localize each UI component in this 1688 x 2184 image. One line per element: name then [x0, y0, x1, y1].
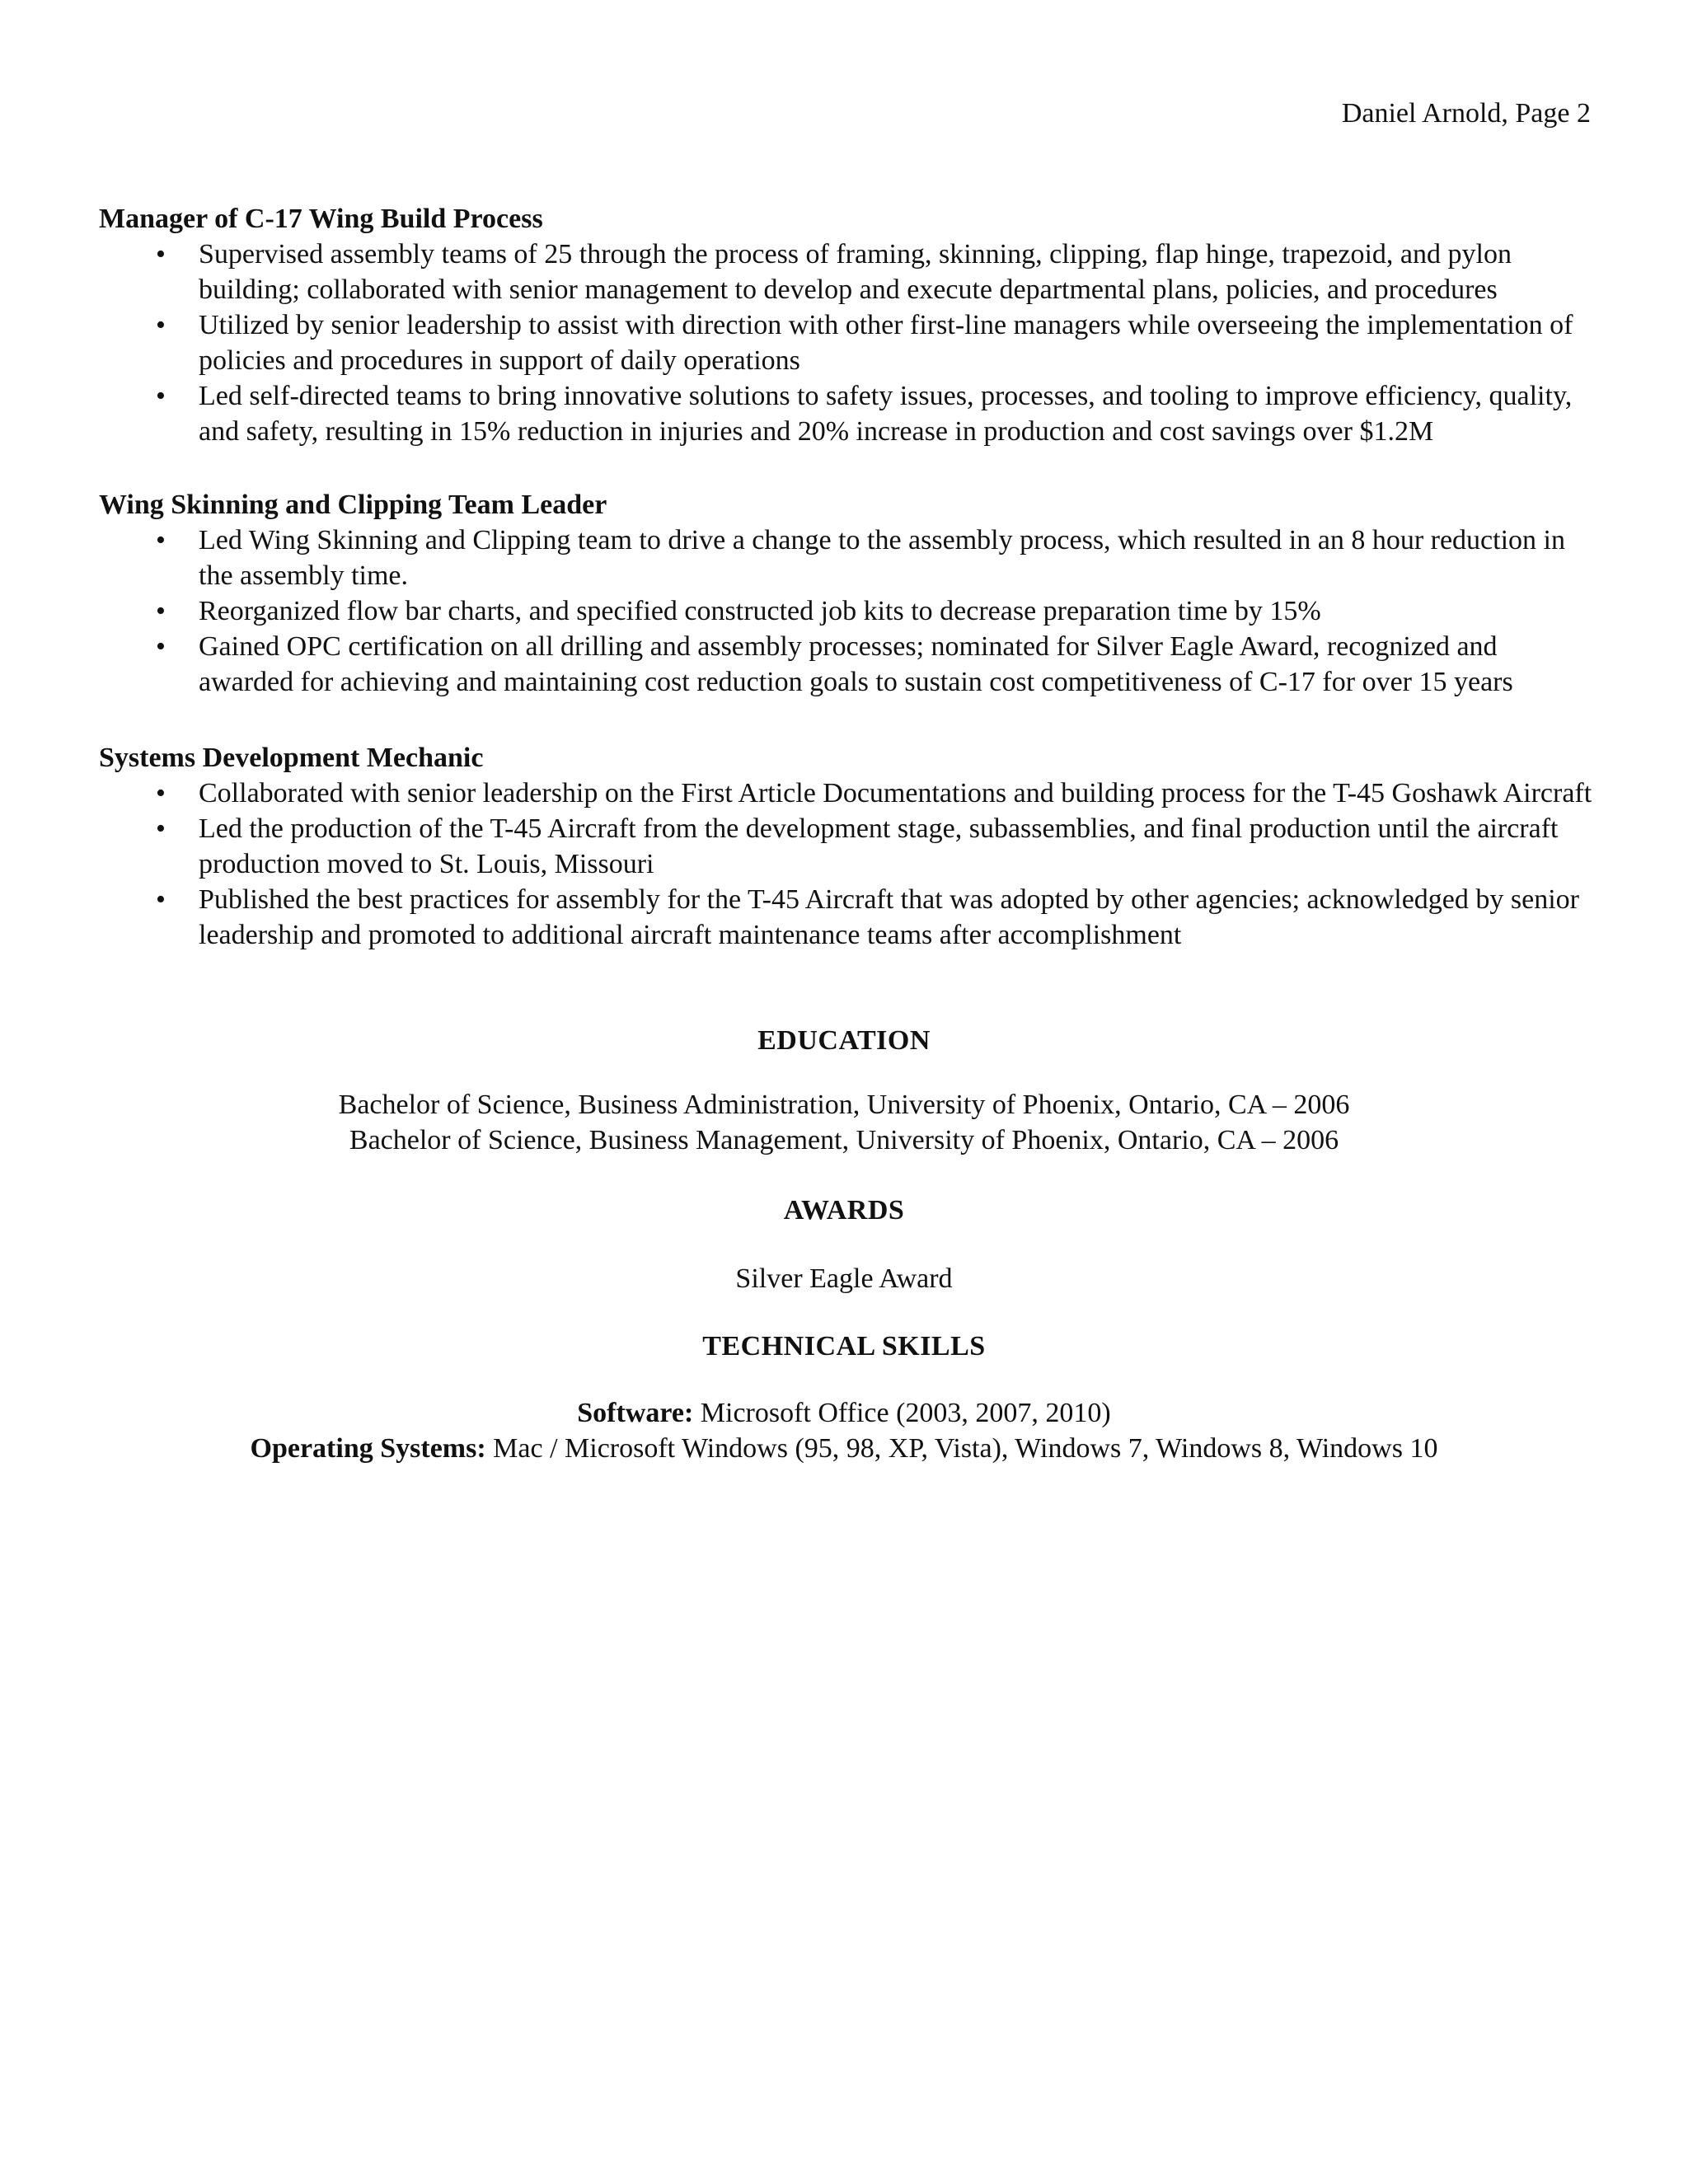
bullet-icon: • [156, 778, 166, 808]
technical-skills-section [0, 1329, 1688, 1466]
bullet-icon: • [156, 813, 166, 844]
bullet-icon: • [156, 884, 166, 915]
bullet-icon: • [156, 239, 166, 269]
job-bullet-list [99, 237, 1599, 449]
job-bullet-text: Utilized by senior leadership to assist with direction with other first-line managers while overseeing the implementation of policies and procedures in support of daily operations [199, 310, 1573, 376]
awards-list [0, 1261, 1688, 1296]
job-entry [99, 487, 1599, 700]
running-head: Daniel Arnold, Page 2 [1341, 98, 1591, 129]
job-bullet-text: Published the best practices for assembly for the T-45 Aircraft that was adopted by other agencies; acknowledged by senior leadership and promoted to additional aircraft maintenance teams after accomplishment [199, 884, 1579, 950]
job-bullet [99, 237, 1599, 307]
job-entry [99, 740, 1599, 953]
education-heading: EDUCATION [757, 1025, 931, 1056]
bullet-icon: • [156, 381, 166, 411]
award-line: Silver Eagle Award [735, 1263, 953, 1294]
education-list [0, 1087, 1688, 1158]
awards-section [0, 1193, 1688, 1296]
job-bullet [99, 593, 1599, 629]
operating-systems-line [0, 1431, 1688, 1466]
software-line [0, 1395, 1688, 1431]
job-bullet [99, 629, 1599, 700]
job-bullet [99, 882, 1599, 953]
technical-skills-list [0, 1395, 1688, 1466]
job-bullet [99, 307, 1599, 378]
job-bullet-list [99, 776, 1599, 953]
job-bullet-text: Supervised assembly teams of 25 through the process of framing, skinning, clipping, flap hinge, trapezoid, and pylon building; collaborated with senior management to develop and execute departmental plans, policies, and procedures [199, 239, 1512, 305]
job-title: Manager of C-17 Wing Build Process [99, 204, 543, 234]
software-value: Microsoft Office (2003, 2007, 2010) [700, 1398, 1111, 1428]
technical-skills-heading: TECHNICAL SKILLS [702, 1331, 986, 1361]
software-label: Software: [577, 1398, 694, 1428]
bullet-icon: • [156, 525, 166, 555]
job-title: Systems Development Mechanic [99, 743, 484, 773]
job-bullet-text: Led self-directed teams to bring innovative solutions to safety issues, processes, and tooling to improve efficiency, quality, and safety, resulting in 15% reduction in injuries and 20% increase in production and cost savings over $1.2M [199, 381, 1573, 447]
job-bullet-text: Gained OPC certification on all drilling and assembly processes; nominated for Silver Eagle Award, recognized and awarded for achieving and maintaining cost reduction goals to sustain cost competitiveness of C-17 for over 15 years [199, 631, 1513, 697]
operating-systems-value: Mac / Microsoft Windows (95, 98, XP, Vista), Windows 7, Windows 8, Windows 10 [493, 1433, 1438, 1464]
degree-line: Bachelor of Science, Business Management, University of Phoenix, Ontario, CA – 2006 [349, 1125, 1339, 1155]
degree-line: Bachelor of Science, Business Administration, University of Phoenix, Ontario, CA – 2006 [338, 1090, 1350, 1120]
job-bullet-text: Reorganized flow bar charts, and specified constructed job kits to decrease preparation time by 15% [199, 596, 1321, 626]
bullet-icon: • [156, 596, 166, 626]
education-section [0, 1023, 1688, 1158]
bullet-icon: • [156, 631, 166, 662]
job-bullet-list [99, 523, 1599, 700]
job-bullet [99, 776, 1599, 811]
job-bullet-text: Led the production of the T-45 Aircraft from the development stage, subassemblies, and final production until the aircraft production moved to St. Louis, Missouri [199, 813, 1559, 879]
operating-systems-label: Operating Systems: [250, 1433, 486, 1464]
job-bullet-text: Collaborated with senior leadership on the First Article Documentations and building process for the T-45 Goshawk Aircraft [199, 778, 1592, 808]
job-entry [99, 201, 1599, 449]
job-bullet [99, 378, 1599, 449]
job-title: Wing Skinning and Clipping Team Leader [99, 490, 607, 520]
awards-heading: AWARDS [783, 1195, 905, 1226]
job-bullet [99, 523, 1599, 593]
bullet-icon: • [156, 310, 166, 340]
job-bullet-text: Led Wing Skinning and Clipping team to drive a change to the assembly process, which resulted in an 8 hour reduction in the assembly time. [199, 525, 1565, 591]
job-bullet [99, 811, 1599, 882]
